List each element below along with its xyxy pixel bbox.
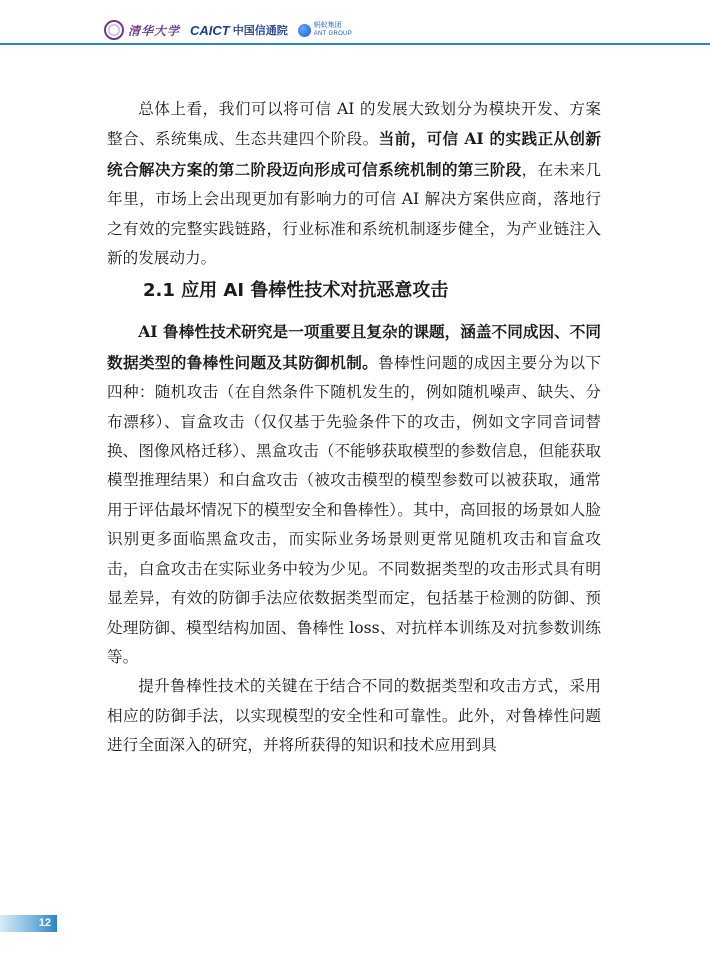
overview-emphasis: 当前，可信 AI 的实践正从创新统合解决方案的第二阶段迈向形成可信系统机制的第三阶段 — [107, 129, 601, 179]
page-header — [0, 0, 710, 50]
paragraph-overview — [107, 95, 601, 273]
page-body — [107, 95, 601, 761]
caict-cn-name: 中国信通院 — [232, 25, 288, 37]
partner-logos — [104, 18, 352, 42]
robustness-emphasis: AI 鲁棒性技术研究是一项重要且复杂的课题，涵盖不同成因、不同数据类型的鲁棒性问题及其防御机制。 — [107, 322, 601, 372]
section-heading: 2.1 应用 AI 鲁棒性技术对抗恶意攻击 — [143, 280, 449, 302]
tsinghua-seal-icon — [104, 20, 124, 40]
paragraph-robustness — [107, 317, 601, 672]
ant-group-icon — [298, 24, 311, 37]
overview-text: 总体上看，我们可以将可信 AI 的发展大致划分为模块开发、方案整合、系统集成、生态共建四个阶段。 — [107, 100, 601, 149]
paragraph-improvement: 提升鲁棒性技术的关键在于结合不同的数据类型和攻击方式，采用相应的防御手法，以实现模型的安全性和可靠性。此外，对鲁棒性问题进行全面深入的研究，并将所获得的知识和技术应用到具 — [107, 677, 601, 755]
caict-wordmark: CAICT — [190, 22, 230, 38]
tsinghua-wordmark: 清华大学 — [128, 23, 181, 38]
ant-group-cn-name: 蚂蚁集团 — [313, 22, 342, 29]
tsinghua-logo — [104, 20, 180, 40]
overview-text-cont: ，在未来几年里，市场上会出现更加有影响力的可信 AI 解决方案供应商，落地行之有效的完整实践链路，行业标准和系统机制逐步健全，为产业链注入新的发展动力。 — [107, 160, 601, 268]
ant-group-logo — [298, 22, 352, 38]
page-number: 12 — [0, 915, 57, 932]
caict-logo — [190, 22, 288, 38]
ant-group-en-name: ANT GROUP — [313, 31, 352, 37]
robustness-text: 鲁棒性问题的成因主要分为以下四种：随机攻击（在自然条件下随机发生的，例如随机噪声、缺失、分布漂移）、盲盒攻击（仅仅基于先验条件下的攻击，例如文字同音词替换、图像风格迁移）、黑盒攻击（不能够获取模型的参数信息，但能获取模型推理结果）和白盒攻击（被攻击模型的模型参数可以被获取，通常用于评估最坏情况下的模型安全和鲁棒性）。其中，高回报的场景如人脸识别更多面临黑盒攻击，而实际业务场景则更常见随机攻击和盲盒攻击，白盒攻击在实际业务中较为少见。不同数据类型的攻击形式具有明显差异，有效的防御手法应依数据类型而定，包括基于检测的防御、预处理防御、模型结构加固、鲁棒性 loss、对抗样本训练及对抗参数训练等。 — [107, 353, 601, 666]
header-divider — [0, 43, 710, 45]
